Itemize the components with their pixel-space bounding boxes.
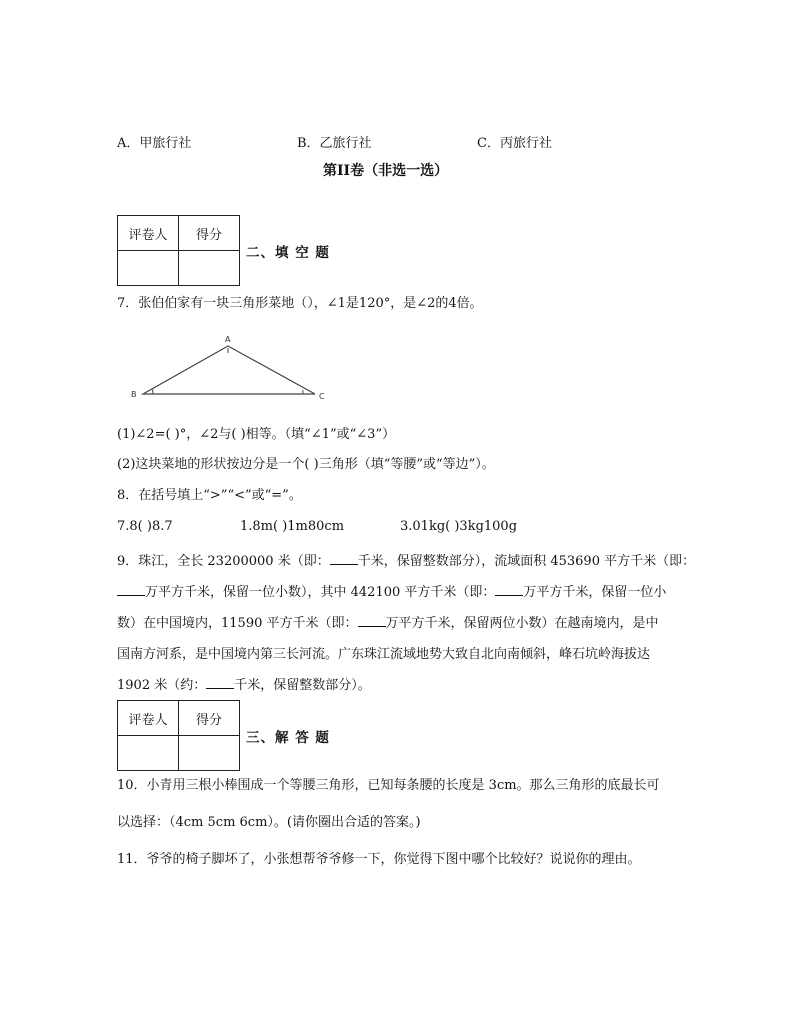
reviewer-header: 评卷人 [118,216,179,251]
q9-text: 千米，保留整数部分），流域面积 453690 平方千米（即： [357,554,696,569]
reviewer-cell [118,251,179,286]
answer-blank[interactable] [117,585,145,596]
section2-title: 二、填 空 题 [246,245,330,261]
q9-line-4: 国南方河系，是中国境内第三长河流。广东珠江流域地势大致自北向南倾斜，峰石坑岭海拔达 [117,647,651,662]
grader-table-2 [117,700,240,771]
score-header: 得分 [179,701,240,736]
q7-part1: (1)∠2=( )°，∠2与( )相等。（填“∠1”或“∠3”） [117,427,396,442]
q9-paragraph [117,546,696,701]
q9-line-3 [117,608,677,639]
option-b: B．乙旅行社 [297,136,372,151]
reviewer-cell [118,736,179,771]
q10-line-1: 10．小青用三根小棒围成一个等腰三角形，已知每条腰的长度是 3cm。那么三角形的底最长可 [117,778,660,793]
q9-line-2 [117,577,677,608]
q9-line-1 [117,546,696,577]
score-cell [179,736,240,771]
answer-blank[interactable] [495,585,523,596]
q9-text: 万平方千米，保留一位小数），其中 442100 平方千米（即： [145,585,496,600]
q11-text: 11．爷爷的椅子脚坏了，小张想帮爷爷修一下，你觉得下图中哪个比较好？说说你的理由。 [117,852,641,867]
q7-stem: 7．张伯伯家有一块三角形菜地（），∠1是120°，是∠2的4倍。 [117,296,483,311]
q8-item-2: 1.8m( )1m80cm [240,519,345,534]
triangle-abc [143,346,315,394]
q9-text: 1902 米（约： [117,678,207,693]
label-b: B [131,390,137,399]
label-a: A [225,335,231,344]
reviewer-header: 评卷人 [118,701,179,736]
q7-part2: (2)这块菜地的形状按边分是一个( )三角形（填“等腰”或“等边”）。 [117,457,495,472]
q9-line-5 [117,670,677,701]
answer-blank[interactable] [358,616,386,627]
section-header: 第II卷（非选一选） [323,163,449,179]
answer-blank[interactable] [330,554,358,565]
q8-item-3: 3.01kg( )3kg100g [400,519,518,534]
q8-items [0,519,794,537]
option-a: A．甲旅行社 [117,136,192,151]
q6-options [0,132,794,150]
angle-mark-b [152,389,153,394]
q8-item-1: 7.8( )8.7 [117,519,173,534]
option-c: C．丙旅行社 [477,136,552,151]
score-cell [179,251,240,286]
q8-stem: 8．在括号填上“>”“<”或“=”。 [117,488,302,503]
label-c: C [319,392,325,401]
section3-title: 三、解 答 题 [246,730,330,746]
answer-blank[interactable] [206,678,234,689]
q9-text: 千米，保留整数部分）。 [234,678,371,693]
grader-table-1 [117,215,240,286]
q9-text: 万平方千米，保留两位小数）在越南境内，是中 [385,616,659,631]
q9-text: 9．珠江，全长 23200000 米（即： [117,554,330,569]
triangle-figure [125,332,335,402]
q10-line-2: 以选择：（4cm 5cm 6cm）。(请你圈出合适的答案。) [117,815,421,830]
q9-text: 数）在中国境内，11590 平方千米（即： [117,616,358,631]
q9-text: 万平方千米，保留一位小 [523,585,667,600]
score-header: 得分 [179,216,240,251]
